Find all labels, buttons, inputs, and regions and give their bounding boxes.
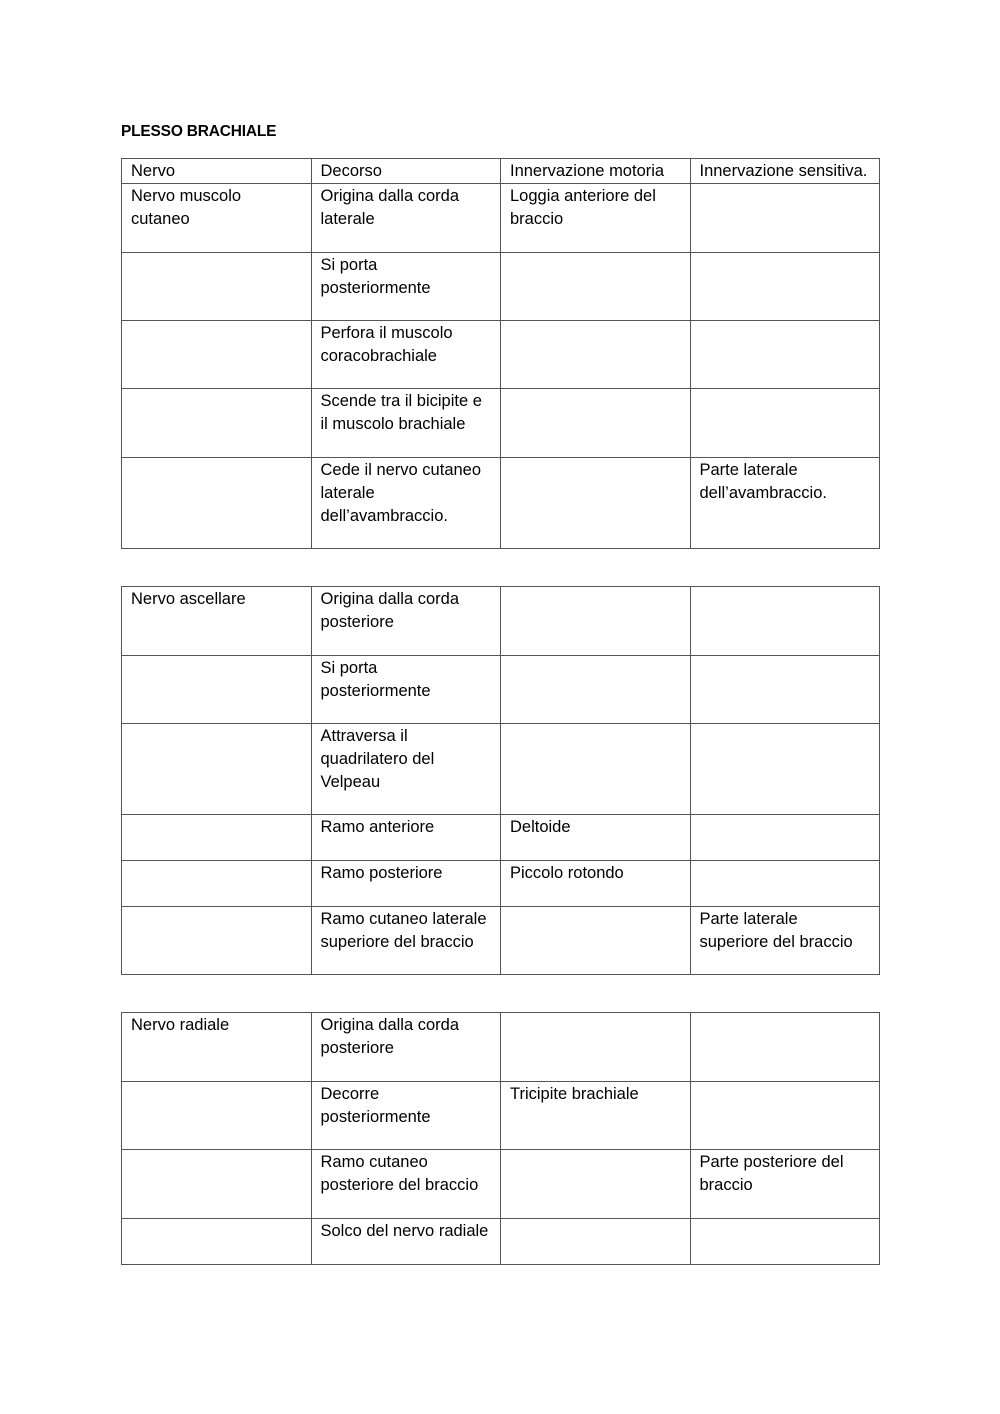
table-header-row [122,159,880,184]
table-row [122,253,880,321]
header-cell-decorso: Decorso [311,159,501,184]
table-cell: Perfora il muscolo coracobrachiale [311,321,501,389]
table-row [122,724,880,815]
table-cell [122,907,312,975]
table-cell [501,1013,691,1082]
table-row [122,1082,880,1150]
table-cell [690,253,880,321]
table-cell [122,1219,312,1265]
header-cell-innervazione-sensitiva: Innervazione sensitiva. [690,159,880,184]
table-cell [122,1082,312,1150]
table-cell [690,321,880,389]
table-cell [501,1150,691,1219]
table-cell: Cede il nervo cutaneo laterale dell’avambraccio. [311,458,501,549]
table-cell [690,861,880,907]
table-cell [122,321,312,389]
table-cell [690,1219,880,1265]
table-cell: Scende tra il bicipite e il muscolo brachiale [311,389,501,458]
table-nervo-radiale [121,1012,880,1265]
table-cell: Ramo posteriore [311,861,501,907]
table-cell: Parte laterale dell’avambraccio. [690,458,880,549]
table-nervo-muscolocutaneo [121,158,880,549]
table-cell: Ramo cutaneo posteriore del braccio [311,1150,501,1219]
table-cell: Solco del nervo radiale [311,1219,501,1265]
header-cell-nervo: Nervo [122,159,312,184]
table-cell: Origina dalla corda posteriore [311,587,501,656]
table-cell: Origina dalla corda laterale [311,184,501,253]
table-row [122,656,880,724]
table-row [122,907,880,975]
table-cell: Si porta posteriormente [311,656,501,724]
table-row [122,815,880,861]
table-cell: Origina dalla corda posteriore [311,1013,501,1082]
table-row [122,184,880,253]
table-cell: Loggia anteriore del braccio [501,184,691,253]
table-row [122,1219,880,1265]
table-row [122,861,880,907]
table-cell [122,253,312,321]
table-row [122,1013,880,1082]
table-cell [501,724,691,815]
table-cell [690,184,880,253]
table-cell [690,815,880,861]
table-cell: Tricipite brachiale [501,1082,691,1150]
table-cell [122,815,312,861]
table-cell [122,861,312,907]
table-cell [501,587,691,656]
table-cell: Parte posteriore del braccio [690,1150,880,1219]
table-cell [122,1150,312,1219]
table-cell [122,389,312,458]
table-row [122,587,880,656]
table-cell [690,587,880,656]
table-cell [501,1219,691,1265]
table-cell [501,321,691,389]
table-nervo-ascellare [121,586,880,975]
table-cell [501,656,691,724]
table-cell: Nervo ascellare [122,587,312,656]
table-cell [501,458,691,549]
table-cell [122,724,312,815]
table-cell: Ramo anteriore [311,815,501,861]
table-row [122,1150,880,1219]
table-cell: Nervo muscolo cutaneo [122,184,312,253]
table-cell: Decorre posteriormente [311,1082,501,1150]
header-cell-innervazione-motoria: Innervazione motoria [501,159,691,184]
table-cell [122,656,312,724]
table-row [122,321,880,389]
table-cell [690,724,880,815]
page-title: PLESSO BRACHIALE [121,123,277,140]
table-cell [690,1013,880,1082]
table-cell: Nervo radiale [122,1013,312,1082]
table-row [122,458,880,549]
table-row [122,389,880,458]
table-cell: Si porta posteriormente [311,253,501,321]
table-cell [501,253,691,321]
table-cell: Piccolo rotondo [501,861,691,907]
table-cell [122,458,312,549]
table-cell: Parte laterale superiore del braccio [690,907,880,975]
table-cell [690,389,880,458]
table-cell [690,656,880,724]
table-cell: Deltoide [501,815,691,861]
table-cell: Attraversa il quadrilatero del Velpeau [311,724,501,815]
table-cell [690,1082,880,1150]
table-cell: Ramo cutaneo laterale superiore del braccio [311,907,501,975]
table-cell [501,907,691,975]
table-cell [501,389,691,458]
